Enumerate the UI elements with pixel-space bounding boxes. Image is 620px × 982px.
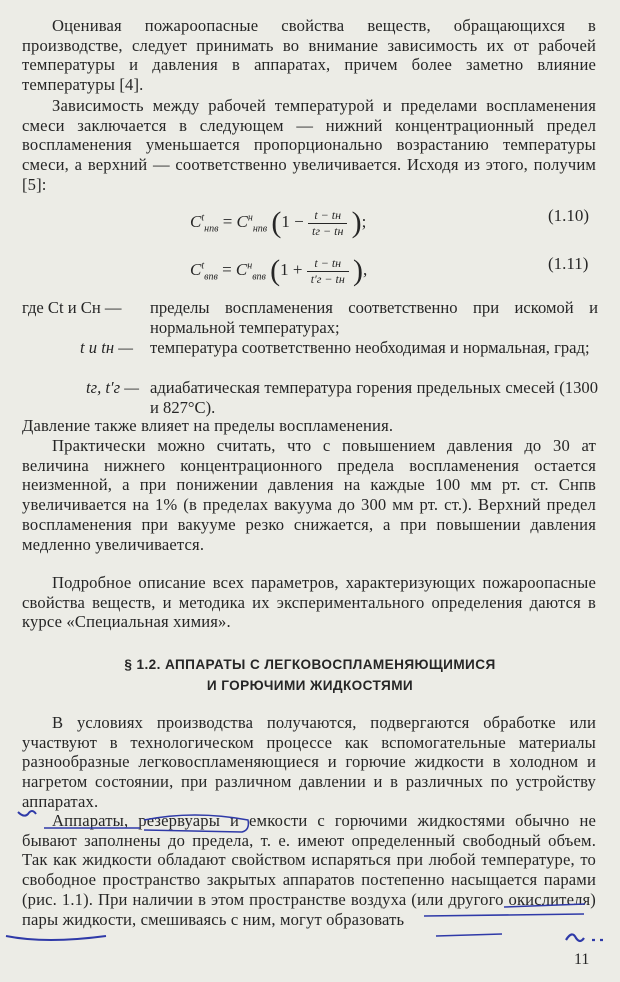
definition-text: адиабатическая температура горения предельных смесей (1300 и 827°С).: [150, 378, 598, 417]
page-number: 11: [574, 951, 590, 968]
paragraph-dependence: Зависимость между рабочей температурой и пределами воспламенения смеси заключается в следующем — нижний концентрационный предел воспламенения уменьшается пропорционально возрастанию температуры смеси, а верхний — соответственно увеличивается. Исходя из этого, получим [5]:: [22, 96, 596, 194]
section-heading-line2: И ГОРЮЧИМИ ЖИДКОСТЯМИ: [206, 678, 414, 693]
paragraph-pressure: Давление также влияет на пределы воспламенения.: [22, 416, 394, 435]
section-heading-line1: § 1.2. АППАРАТЫ С ЛЕГКОВОСПЛАМЕНЯЮЩИМИСЯ: [124, 657, 496, 672]
handwritten-mark: [18, 811, 36, 816]
paragraph-practical: Практически можно считать, что с повышением давления до 30 ат величина нижнего концентрационного предела воспламенения остается неизменной, а при понижении давления на каждые 100 мм рт. ст. Cнпв увеличивается на 1% (в пределах вакуума до 300 мм рт. ст.). Верхний предел воспламенения при вакууме резко снижается, а при повышении давления медленно увеличивается.: [22, 436, 596, 554]
formula-1-11: $C^t_{впв} = C^н_{впв}$ (1 + $\frac{t - tн}{t'г - tн}$ ), (1.11): [190, 254, 589, 287]
strike-mark: [424, 914, 584, 916]
underline-mark: [6, 936, 106, 940]
definition-term: tг, t′г —: [86, 378, 139, 397]
formula-1-10: $C^t_{нпв} = C^н_{нпв}$ (1 − $\frac{t - tн}{tг - tн}$ ); (1.10): [190, 206, 590, 239]
underline-mark: [504, 904, 585, 907]
paragraph-apparatus: Аппараты, резервуары и емкости с горючими жидкостями обычно не бывают заполнены до предела, т. е. имеют определенный свободный объем. Так как жидкости обладают свойством испаряться при любой температуре, то свободное пространство закрытых аппаратов постепенно насыщается парами (рис. 1.1). При наличии в этом пространстве воздуха (или другого окислителя) пары жидкости, смешиваясь с ним, могут образовать: [22, 811, 596, 929]
handwritten-mark: [566, 934, 603, 941]
definition-text: пределы воспламенения соответственно при искомой и нормальной температурах;: [150, 298, 598, 337]
paragraph-conditions: В условиях производства получаются, подвергаются обработке или участвуют в технологическом процессе как вспомогательные материалы разнообразные легковоспламеняющиеся и горючие жидкости в холодном и нагретом состоянии, при различном давлении и в различных по устройству аппаратах.: [22, 713, 596, 811]
paragraph-description: Подробное описание всех параметров, характеризующих пожароопасные свойства веществ, и методика их экспериментального определения даются в курсе «Специальная химия».: [22, 573, 596, 632]
definition-text: температура соответственно необходимая и нормальная, град;: [150, 338, 590, 357]
underline-mark: [144, 815, 248, 832]
paragraph-intro: Оценивая пожароопасные свойства веществ, обращающихся в производстве, следует принимать во внимание зависимость их от рабочей температуры и давления в аппаратах, причем более заметно влияние температуры [4].: [22, 16, 596, 95]
definition-term: где Ct и Cн —: [22, 298, 122, 317]
equation-number: (1.11): [548, 254, 589, 273]
strike-mark: [436, 934, 502, 936]
equation-number: (1.10): [548, 206, 590, 225]
definition-term: t и tн —: [80, 338, 133, 357]
